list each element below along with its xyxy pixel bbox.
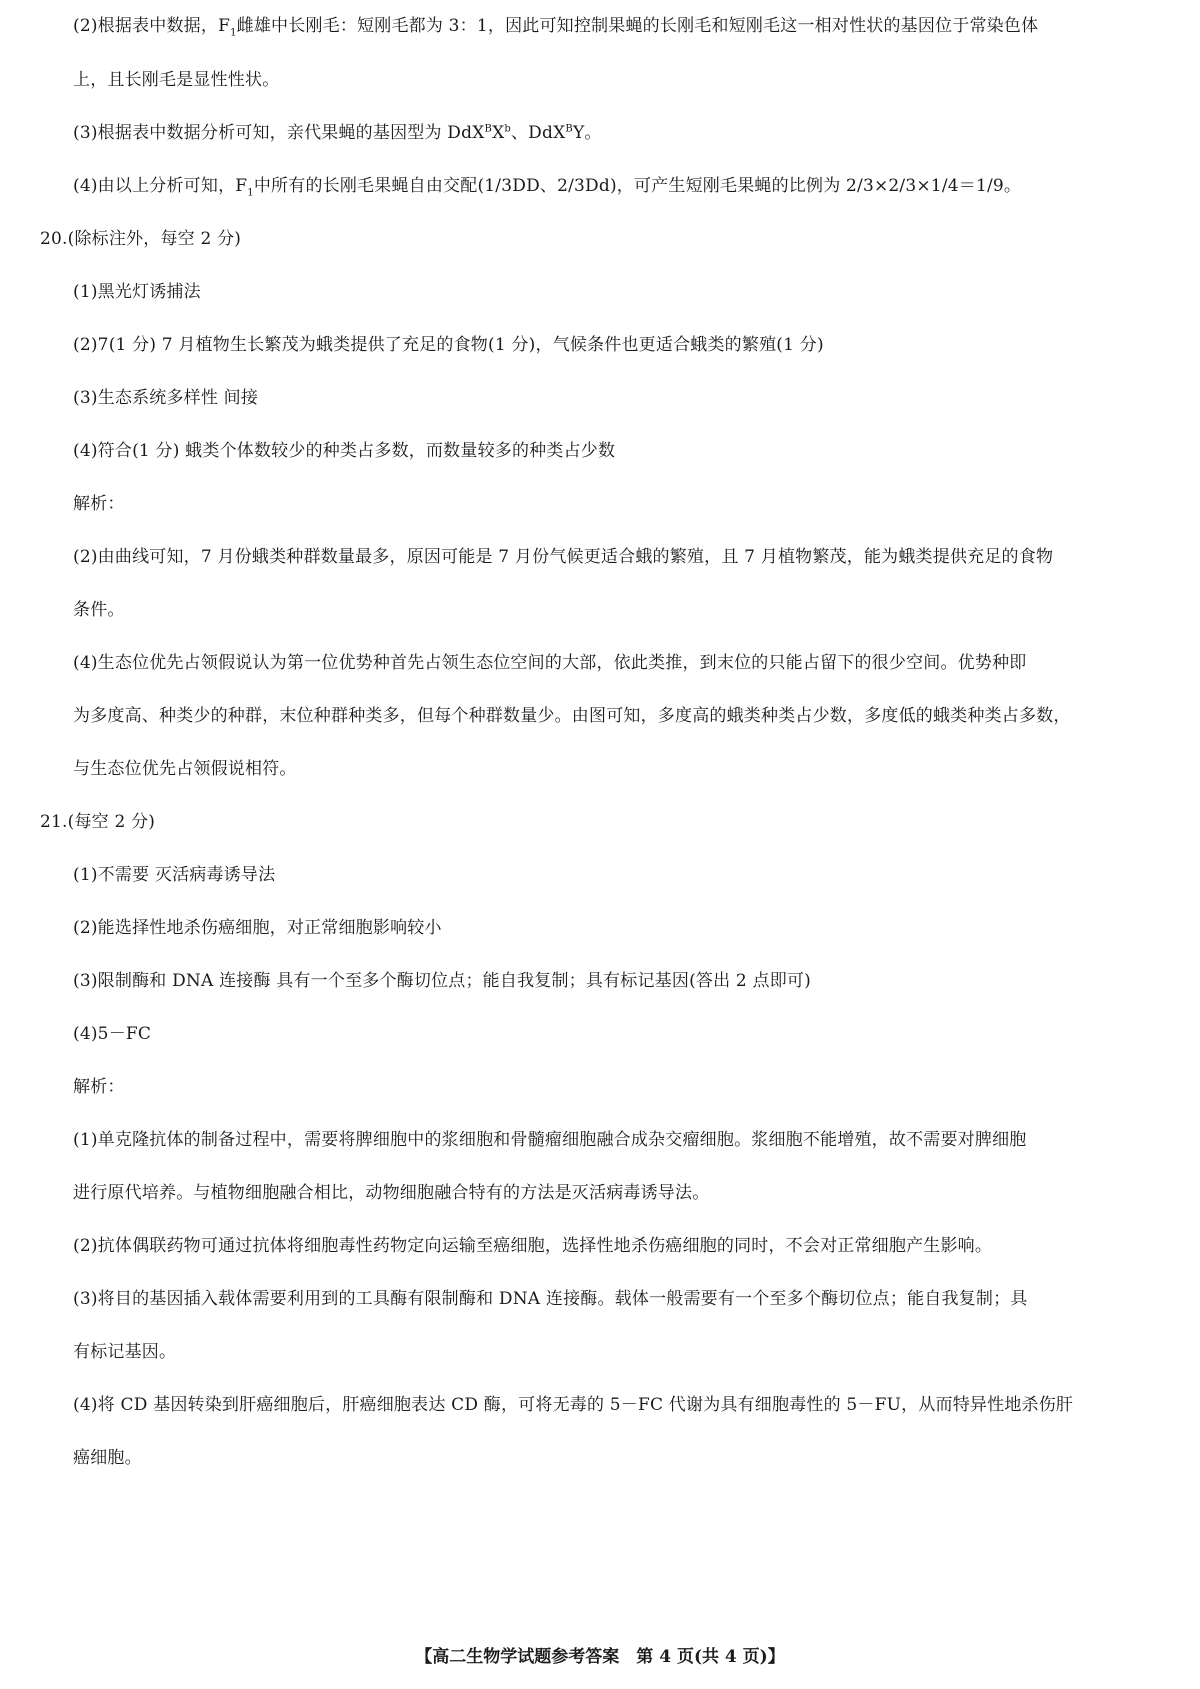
q20-answer-2: (2)7(1 分) 7 月植物生长繁茂为蛾类提供了充足的食物(1 分)，气候条件也更适合蛾类的繁殖(1 分): [73, 335, 824, 355]
question-20-heading: 20.(除标注外，每空 2 分): [40, 229, 242, 249]
q21-explanation-1-line1: (1)单克隆抗体的制备过程中，需要将脾细胞中的浆细胞和骨髓瘤细胞融合成杂交瘤细胞。浆细胞不能增殖，故不需要对脾细胞: [73, 1130, 1027, 1150]
q21-answer-1: (1)不需要 灭活病毒诱导法: [73, 865, 276, 885]
superscript: B: [484, 123, 493, 135]
text-run: (2)根据表中数据，F: [73, 16, 231, 36]
superscript: b: [504, 123, 511, 135]
q21-answer-4: (4)5－FC: [73, 1024, 152, 1044]
q20-explanation-4-line3: 与生态位优先占领假说相符。: [73, 759, 297, 779]
q21-explanation-3-line2: 有标记基因。: [73, 1342, 177, 1362]
text-run: 、DdX: [510, 123, 566, 143]
q21-explanation-3-line1: (3)将目的基因插入载体需要利用到的工具酶有限制酶和 DNA 连接酶。载体一般需要有一个至多个酶切位点；能自我复制；具: [73, 1289, 1028, 1309]
page-footer: 【高二生物学试题参考答案 第 4 页(共 4 页)】: [415, 1647, 785, 1667]
q20-explanation-4-line2: 为多度高、种类少的种群，末位种群种类多，但每个种群数量少。由图可知，多度高的蛾类种类占少数，多度低的蛾类种类占多数，: [73, 706, 1071, 726]
q21-answer-3: (3)限制酶和 DNA 连接酶 具有一个至多个酶切位点；能自我复制；具有标记基因(答出 2 点即可): [73, 971, 811, 991]
q21-explanation-4-line1: (4)将 CD 基因转染到肝癌细胞后，肝癌细胞表达 CD 酶，可将无毒的 5－FC 代谢为具有细胞毒性的 5－FU，从而特异性地杀伤肝: [73, 1395, 1074, 1415]
q21-explanation-2: (2)抗体偶联药物可通过抗体将细胞毒性药物定向运输至癌细胞，选择性地杀伤癌细胞的同时，不会对正常细胞产生影响。: [73, 1236, 993, 1256]
q19-answer-2-line2: 上，且长刚毛是显性性状。: [73, 70, 280, 90]
superscript: B: [565, 123, 573, 135]
q21-explanation-1-line2: 进行原代培养。与植物细胞融合相比，动物细胞融合特有的方法是灭活病毒诱导法。: [73, 1183, 710, 1203]
subscript: 1: [230, 27, 237, 39]
q21-explanation-4-line2: 癌细胞。: [73, 1448, 142, 1468]
q21-explanation-label: 解析：: [73, 1077, 125, 1097]
q20-explanation-2-line2: 条件。: [73, 600, 125, 620]
q19-answer-2-line1: [73, 14, 1038, 38]
q20-explanation-2-line1: (2)由曲线可知，7 月份蛾类种群数量最多，原因可能是 7 月份气候更适合蛾的繁殖，且 7 月植物繁茂，能为蛾类提供充足的食物: [73, 547, 1054, 567]
q20-answer-4: (4)符合(1 分) 蛾类个体数较少的种类占多数，而数量较多的种类占少数: [73, 441, 616, 461]
q19-answer-4: [73, 174, 1021, 198]
q21-answer-2: (2)能选择性地杀伤癌细胞，对正常细胞影响较小: [73, 918, 442, 938]
subscript: 1: [247, 187, 254, 199]
text-run: 雌雄中长刚毛：短刚毛都为 3：1，因此可知控制果蝇的长刚毛和短刚毛这一相对性状的基因位于常染色体: [236, 16, 1039, 36]
q19-answer-3: [73, 121, 602, 145]
text-run: 中所有的长刚毛果蝇自由交配(1/3DD、2/3Dd)，可产生短刚毛果蝇的比例为 2/3×2/3×1/4＝1/9。: [253, 176, 1022, 196]
q20-explanation-4-line1: (4)生态位优先占领假说认为第一位优势种首先占领生态位空间的大部，依此类推，到末位的只能占留下的很少空间。优势种即: [73, 653, 1027, 673]
q20-answer-1: (1)黑光灯诱捕法: [73, 282, 201, 302]
q20-explanation-label: 解析：: [73, 494, 125, 514]
text-run: Y。: [572, 123, 602, 143]
text-run: (3)根据表中数据分析可知，亲代果蝇的基因型为 DdX: [73, 123, 485, 143]
text-run: X: [492, 123, 505, 143]
text-run: (4)由以上分析可知，F: [73, 176, 248, 196]
q20-answer-3: (3)生态系统多样性 间接: [73, 388, 259, 408]
question-21-heading: 21.(每空 2 分): [40, 812, 156, 832]
